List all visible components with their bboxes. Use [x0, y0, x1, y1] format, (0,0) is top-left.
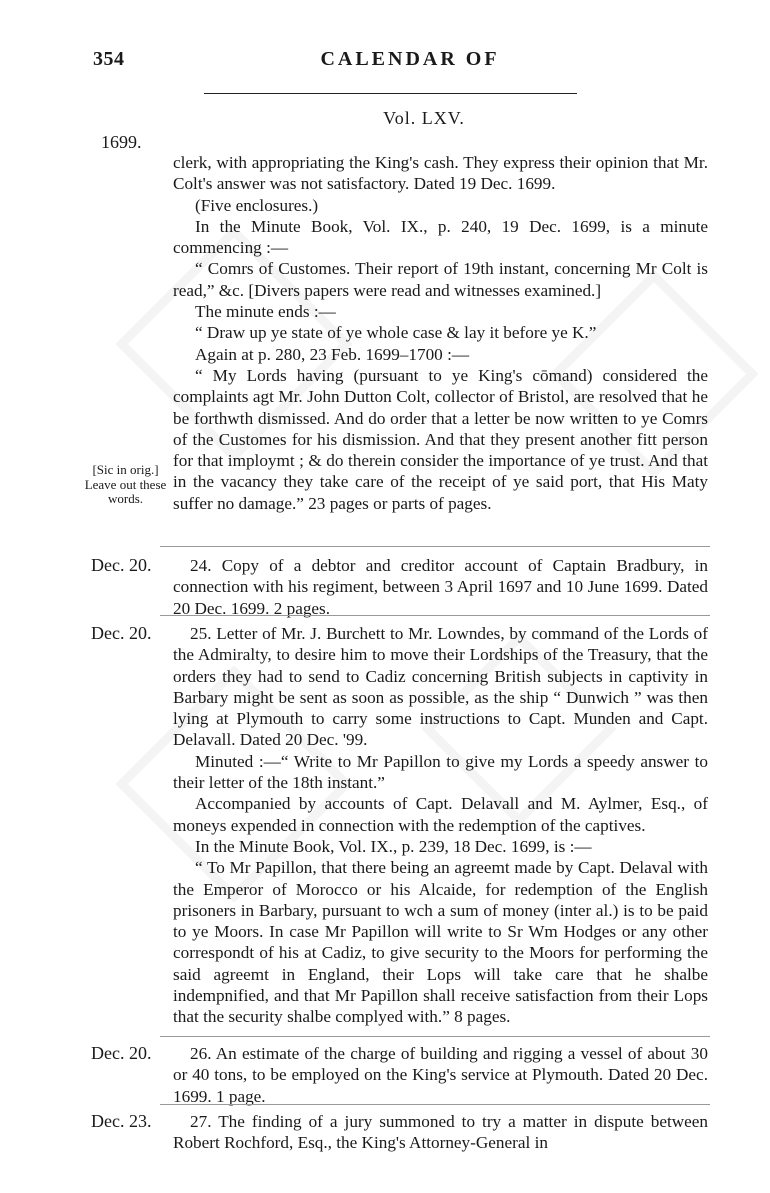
entry-27 — [173, 1111, 708, 1154]
side-note: [Sic in orig.] Leave out these words. — [84, 462, 167, 506]
entry-date: Dec. 20. — [91, 555, 152, 575]
entry-separator — [160, 615, 710, 616]
minute-quote: “ Comrs of Customes. Their report of 19th instant, concerning Mr Colt is read,” &c. [Divers papers were read and witnesses examined.] — [173, 259, 708, 300]
entry-separator — [160, 546, 710, 547]
accompanied-note: Accompanied by accounts of Capt. Delavall and M. Aylmer, Esq., of moneys expended in connection with the redemption of the captives. — [173, 794, 708, 835]
entry-separator — [160, 1104, 710, 1105]
minute-ends: The minute ends :— — [195, 302, 336, 322]
entry-text: Letter of Mr. J. Burchett to Mr. Lowndes, by command of the Lords of the Admiralty, to desire him to move their Lordships of the Treasury, that the orders they had to send to Cadiz concerning British subjects in captivity in Barbary might be sent as soon as possible, as the ship “ Dunwich ” was then lying at Plymouth to carry some instructions to Capt. Munden and Capt. Delavall. Dated 20 Dec. '99. — [173, 624, 708, 750]
enclosures-note: (Five enclosures.) — [195, 195, 319, 215]
page-number: 354 — [93, 48, 125, 70]
entry-number: 27. — [190, 1112, 212, 1131]
minute-reference: In the Minute Book, Vol. IX., p. 239, 18 Dec. 1699, is :— — [195, 836, 592, 856]
entry-text: An estimate of the charge of building and rigging a vessel of about 30 or 40 tons, to be employed on the King's service at Plymouth. Dated 20 Dec. 1699. 1 page. — [173, 1044, 708, 1106]
entry-25 — [173, 623, 708, 1028]
entry-text: The finding of a jury summoned to try a matter in dispute between Robert Rochford, Esq., the King's Attorney-General in — [173, 1112, 708, 1153]
minuted-note: Minuted :—“ Write to Mr Papillon to give my Lords a speedy answer to their letter of the 18th instant.” — [173, 751, 708, 793]
entry-date: Dec. 20. — [91, 623, 152, 643]
entry-number: 26. — [190, 1044, 212, 1063]
volume-heading: Vol. LXV. — [383, 108, 465, 128]
continuation-block — [173, 152, 708, 514]
continuation-paragraph: clerk, with appropriating the King's cash. They express their opinion that Mr. Colt's answer was not satisfactory. Dated 19 Dec. 1699. — [173, 153, 708, 194]
entry-text: Copy of a debtor and creditor account of Captain Bradbury, in connection with his regiment, between 3 April 1697 and 10 June 1699. Dated 20 Dec. 1699. 2 pages. — [173, 556, 709, 618]
header-rule — [204, 93, 577, 94]
entry-26 — [173, 1043, 708, 1107]
again-reference: Again at p. 280, 23 Feb. 1699–1700 :— — [195, 344, 470, 364]
minute-end-quote: “ Draw up ye state of ye whole case & lay it before ye K.” — [195, 323, 597, 343]
entry-24 — [173, 555, 708, 619]
minute-quote: “ To Mr Papillon, that there being an agreemt made by Capt. Delaval with the Emperor of Morocco or his Alcaide, for redemption of the English prisoners in Barbary, pursuant to wch a sum of money (inter al.) is to be paid to ye Moors. In case Mr Papillon will write to Sr Wm Hodges or any other correspondt of his at Cadiz, to give security to the Moors for performing the said agreemt in England, their Lops will take care that he shalbe indempnified, and that Mr Papillon shall receive satisfaction from their Lops that the security shalbe complyed with.” 8 pages. — [173, 858, 708, 1027]
entry-date: Dec. 20. — [91, 1043, 152, 1063]
minute-reference: In the Minute Book, Vol. IX., p. 240, 19 Dec. 1699, is a minute commencing :— — [173, 216, 708, 258]
lords-quote: “ My Lords having (pursuant to ye King's cōmand) considered the complaints agt Mr. John Dutton Colt, collector of Bristol, are resolved that he be forthwth dismissed. And do order that a letter be now written to ye Comrs of the Customes for his dismission. And that they present another fitt person for that imploymt ; & do therein consider the importance of ye trust. And that in the vacancy they take care of the receipt of ye said port, that His Maty suffer no damage.” 23 pages or parts of pages. — [173, 365, 708, 513]
running-title: CALENDAR OF — [320, 48, 500, 70]
entry-date: Dec. 23. — [91, 1111, 152, 1131]
entry-number: 24. — [190, 556, 212, 575]
entry-separator — [160, 1036, 710, 1037]
year-label: 1699. — [101, 132, 142, 152]
entry-number: 25. — [190, 624, 212, 643]
